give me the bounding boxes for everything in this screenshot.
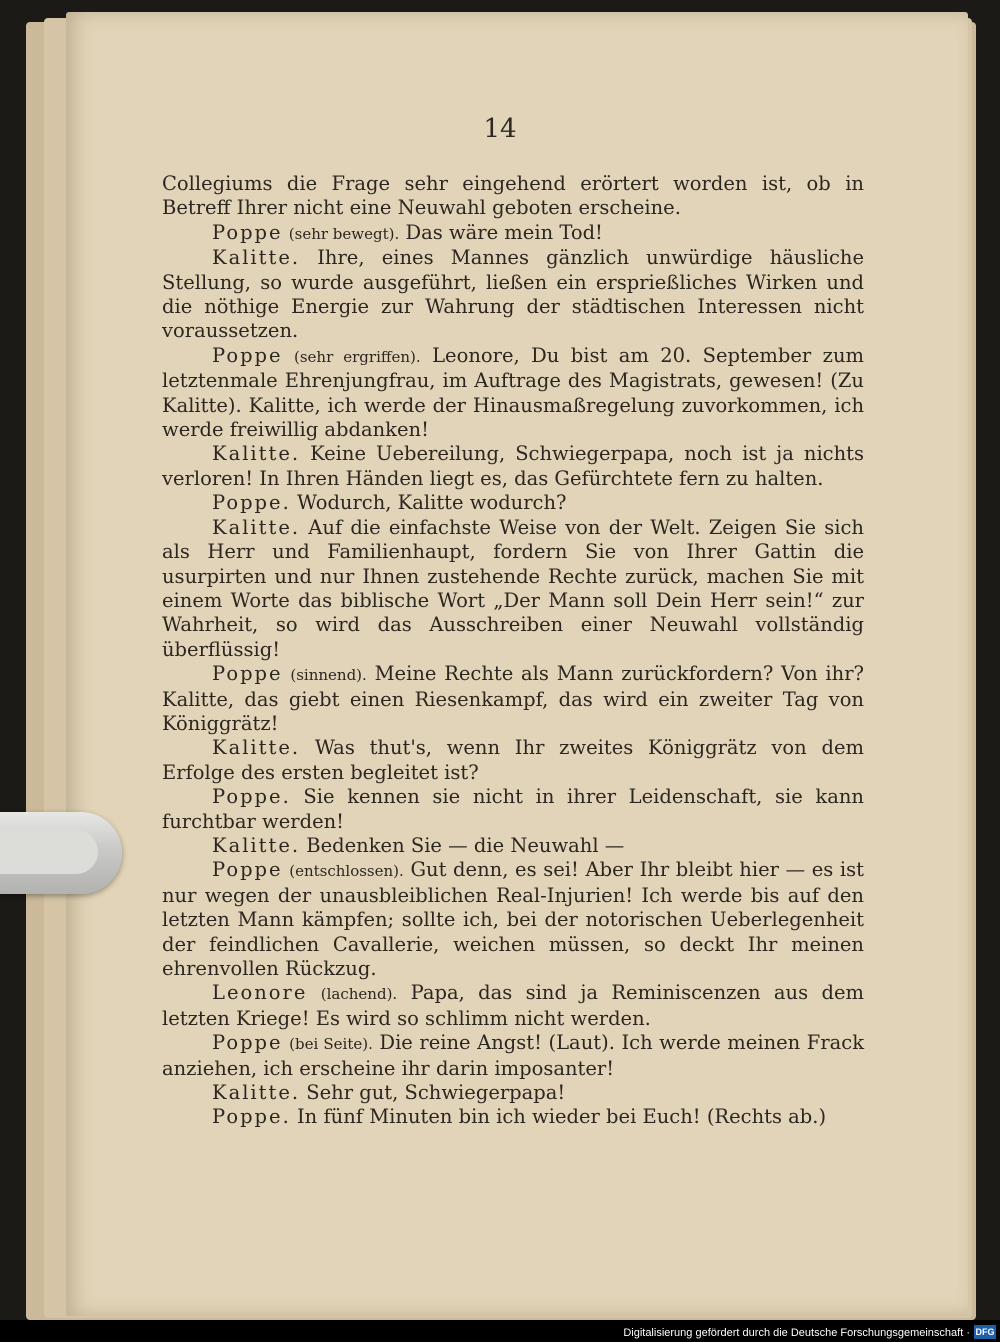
speaker-name: Poppe.	[212, 1105, 291, 1129]
speaker-name: Kalitte.	[212, 736, 301, 760]
footer-bar	[0, 1320, 1000, 1342]
paragraph: Collegiums die Frage sehr eingehend erörtert worden ist, ob in Betreff Ihrer nicht eine Neuwahl geboten erscheine.	[162, 172, 864, 220]
speaker-name: Leonore	[212, 981, 308, 1005]
stage-direction: (lachend).	[320, 985, 398, 1004]
speaker-name: Kalitte.	[212, 246, 301, 270]
speaker-name: Poppe.	[212, 491, 291, 515]
body-text	[162, 172, 864, 1130]
page-number: 14	[483, 114, 517, 144]
stage-direction: (sehr ergriffen).	[294, 347, 421, 366]
paragraph: Leonore (lachend). Papa, das sind ja Reminiscenzen aus dem letzten Kriege! Es wird so schlimm nicht werden.	[162, 981, 864, 1030]
paragraph: Kalitte. Bedenken Sie — die Neuwahl —	[212, 833, 625, 857]
speaker-name: Kalitte.	[212, 833, 301, 857]
paragraph: Poppe. Sie kennen sie nicht in ihrer Leidenschaft, sie kann furchtbar werden!	[162, 785, 864, 833]
speaker-name: Poppe	[212, 662, 283, 686]
paragraph: Poppe (sehr ergriffen). Leonore, Du bist am 20. September zum letztenmale Ehrenjungfrau, im Auftrage des Magistrats, gewesen! (Zu Kalitte). Kalitte, ich werde der Hinausmaßregelung zuvorkommen, ich werde freiwillig abdanken!	[162, 343, 864, 442]
funding-notice: Digitalisierung gefördert durch die Deutsche Forschungsgemeinschaft ·	[623, 1327, 970, 1339]
plastic-page-clip	[0, 812, 122, 894]
paragraph: Kalitte. Sehr gut, Schwiegerpapa!	[212, 1081, 566, 1105]
plastic-page-clip-inner	[0, 830, 98, 874]
paragraph: Poppe (entschlossen). Gut denn, es sei! Aber Ihr bleibt hier — es ist nur wegen der unausbleiblichen Real-Injurien! Ich werde bis auf den letzten Mann kämpfen; sollte ich, bei der notorischen Ueberlegenheit der feindlichen Cavallerie, weichen müssen, so deckt Ihr meinen ehrenvollen Rückzug.	[162, 858, 864, 980]
paragraph: Kalitte. Keine Uebereilung, Schwiegerpapa, noch ist ja nichts verloren! In Ihren Händen liegt es, das Gefürchtete fern zu halten.	[162, 442, 864, 490]
paragraph: Poppe (bei Seite). Die reine Angst! (Laut). Ich werde meinen Frack anziehen, ich erscheine ihr darin imposanter!	[162, 1031, 865, 1080]
stage-direction: (entschlossen).	[289, 862, 404, 881]
paragraph: Kalitte. Was thut's, wenn Ihr zweites Königgrätz von dem Erfolge des ersten begleitet ist?	[162, 736, 864, 784]
paragraph: Kalitte. Auf die einfachste Weise von der Welt. Zeigen Sie sich als Herr und Familienhaupt, fordern Sie von Ihrer Gattin die usurpirten und nur Ihnen zustehende Rechte zurück, machen Sie mit einem Worte das biblische Wort „Der Mann soll Dein Herr sein!“ zur Wahrheit, so wird das Ausschreiben einer Neuwahl vollständig überflüssig!	[162, 515, 864, 661]
dfg-logo: DFG	[975, 1327, 995, 1337]
speaker-name: Poppe.	[212, 785, 291, 809]
stage-direction: (sehr bewegt).	[288, 224, 400, 243]
stage-direction: (sinnend).	[290, 666, 367, 685]
paragraph: Kalitte. Ihre, eines Mannes gänzlich unwürdige häusliche Stellung, so wurde ausgeführt, ließen ein ersprießliches Wirken und die nöthige Energie zur Wahrung der städtischen Interessen nicht voraussetzen.	[162, 246, 864, 343]
speaker-name: Kalitte.	[212, 1081, 301, 1105]
speaker-name: Kalitte.	[212, 515, 301, 539]
paragraph: Poppe (sinnend). Meine Rechte als Mann zurückfordern? Von ihr? Kalitte, das giebt einen Riesenkampf, das wird ein zweiter Tag von Königgrätz!	[162, 662, 864, 735]
speaker-name: Poppe	[212, 1031, 283, 1055]
speaker-name: Poppe	[212, 220, 283, 244]
paragraph: Poppe (sehr bewegt). Das wäre mein Tod!	[212, 220, 603, 244]
speaker-name: Poppe	[212, 343, 283, 367]
paragraph: Poppe. Wodurch, Kalitte wodurch?	[212, 491, 567, 515]
speaker-name: Kalitte.	[212, 442, 301, 466]
stage-direction: (bei Seite).	[289, 1035, 373, 1054]
speaker-name: Poppe	[212, 858, 283, 882]
paragraph: Poppe. In fünf Minuten bin ich wieder bei Euch! (Rechts ab.)	[212, 1105, 827, 1129]
